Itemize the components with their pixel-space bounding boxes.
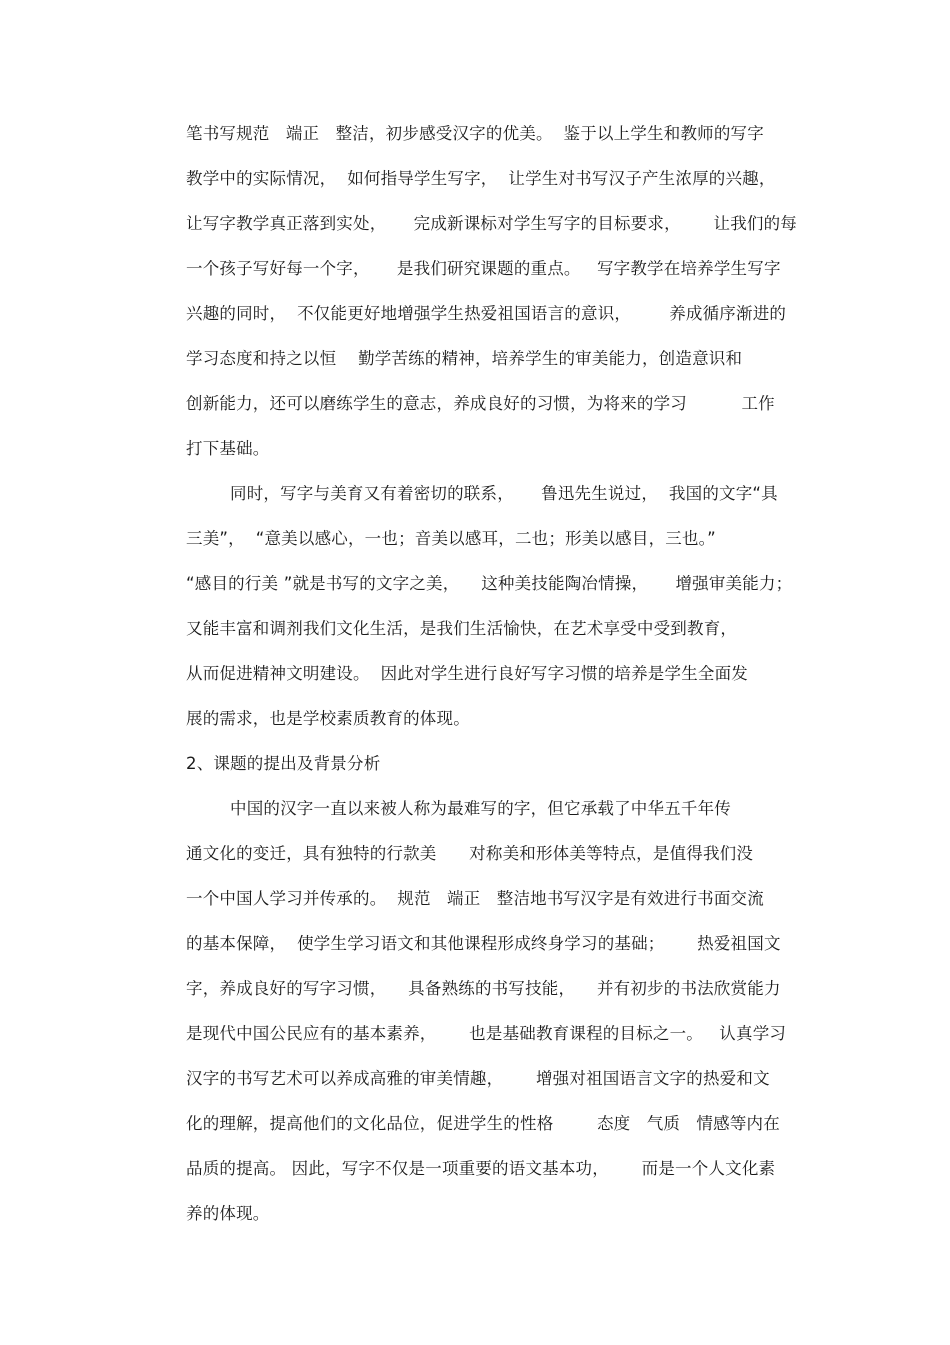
para3-line-8: 化的理解，提高他们的文化品位，促进学生的性格 态度 气质 情感等内在	[186, 1114, 780, 1133]
para3-line-10: 养的体现。	[186, 1204, 270, 1223]
section-heading: 2、课题的提出及背景分析	[186, 754, 381, 773]
para3-line-3: 一个中国人学习并传承的。 规范 端正 整洁地书写汉字是有效进行书面交流	[186, 889, 764, 908]
para3-line-1: 中国的汉字一直以来被人称为最难写的字，但它承载了中华五千年传	[230, 799, 731, 818]
para1-line-2: 教学中的实际情况， 如何指导学生写字， 让学生对书写汉子产生浓厚的兴趣，	[186, 169, 776, 188]
para3-line-7: 汉字的书写艺术可以养成高雅的审美情趣， 增强对祖国语言文字的热爱和文	[186, 1069, 770, 1088]
para1-line-5: 兴趣的同时， 不仅能更好地增强学生热爱祖国语言的意识， 养成循序渐进的	[186, 304, 787, 323]
para2-line-6: 展的需求，也是学校素质教育的体现。	[186, 709, 470, 728]
para2-line-2: 三美”， “意美以感心，一也；音美以感耳，二也；形美以感目，三也。”	[186, 529, 716, 548]
para1-line-3: 让写字教学真正落到实处， 完成新课标对学生写字的目标要求， 让我们的每	[186, 214, 797, 233]
para3-line-2: 通文化的变迁，具有独特的行款美 对称美和形体美等特点，是值得我们没	[186, 844, 754, 863]
para3-line-4: 的基本保障， 使学生学习语文和其他课程形成终身学习的基础； 热爱祖国文	[186, 934, 781, 953]
para1-line-7: 创新能力，还可以磨练学生的意志，养成良好的习惯，为将来的学习 工作	[186, 394, 775, 413]
para1-line-4: 一个孩子写好每一个字， 是我们研究课题的重点。 写字教学在培养学生写字	[186, 259, 781, 278]
para2-line-1: 同时，写字与美育又有着密切的联系， 鲁迅先生说过， 我国的文字“具	[230, 484, 778, 503]
para1-line-8: 打下基础。	[186, 439, 270, 458]
para2-line-3: “感目的行美 ”就是书写的文字之美， 这种美技能陶冶情操， 增强审美能力；	[186, 574, 793, 593]
para3-line-6: 是现代中国公民应有的基本素养， 也是基础教育课程的目标之一。 认真学习	[186, 1024, 787, 1043]
para2-line-4: 又能丰富和调剂我们文化生活，是我们生活愉快，在艺术享受中受到教育，	[186, 619, 738, 638]
para3-line-5: 字，养成良好的写字习惯， 具备熟练的书写技能， 并有初步的书法欣赏能力	[186, 979, 781, 998]
para2-line-5: 从而促进精神文明建设。 因此对学生进行良好写字习惯的培养是学生全面发	[186, 664, 748, 683]
para1-line-6: 学习态度和持之以恒 勤学苦练的精神，培养学生的审美能力，创造意识和	[186, 349, 743, 368]
para3-line-9: 品质的提高。 因此，写字不仅是一项重要的语文基本功， 而是一个人文化素	[186, 1159, 776, 1178]
para1-line-1: 笔书写规范 端正 整洁，初步感受汉字的优美。 鉴于以上学生和教师的写字	[186, 124, 764, 143]
